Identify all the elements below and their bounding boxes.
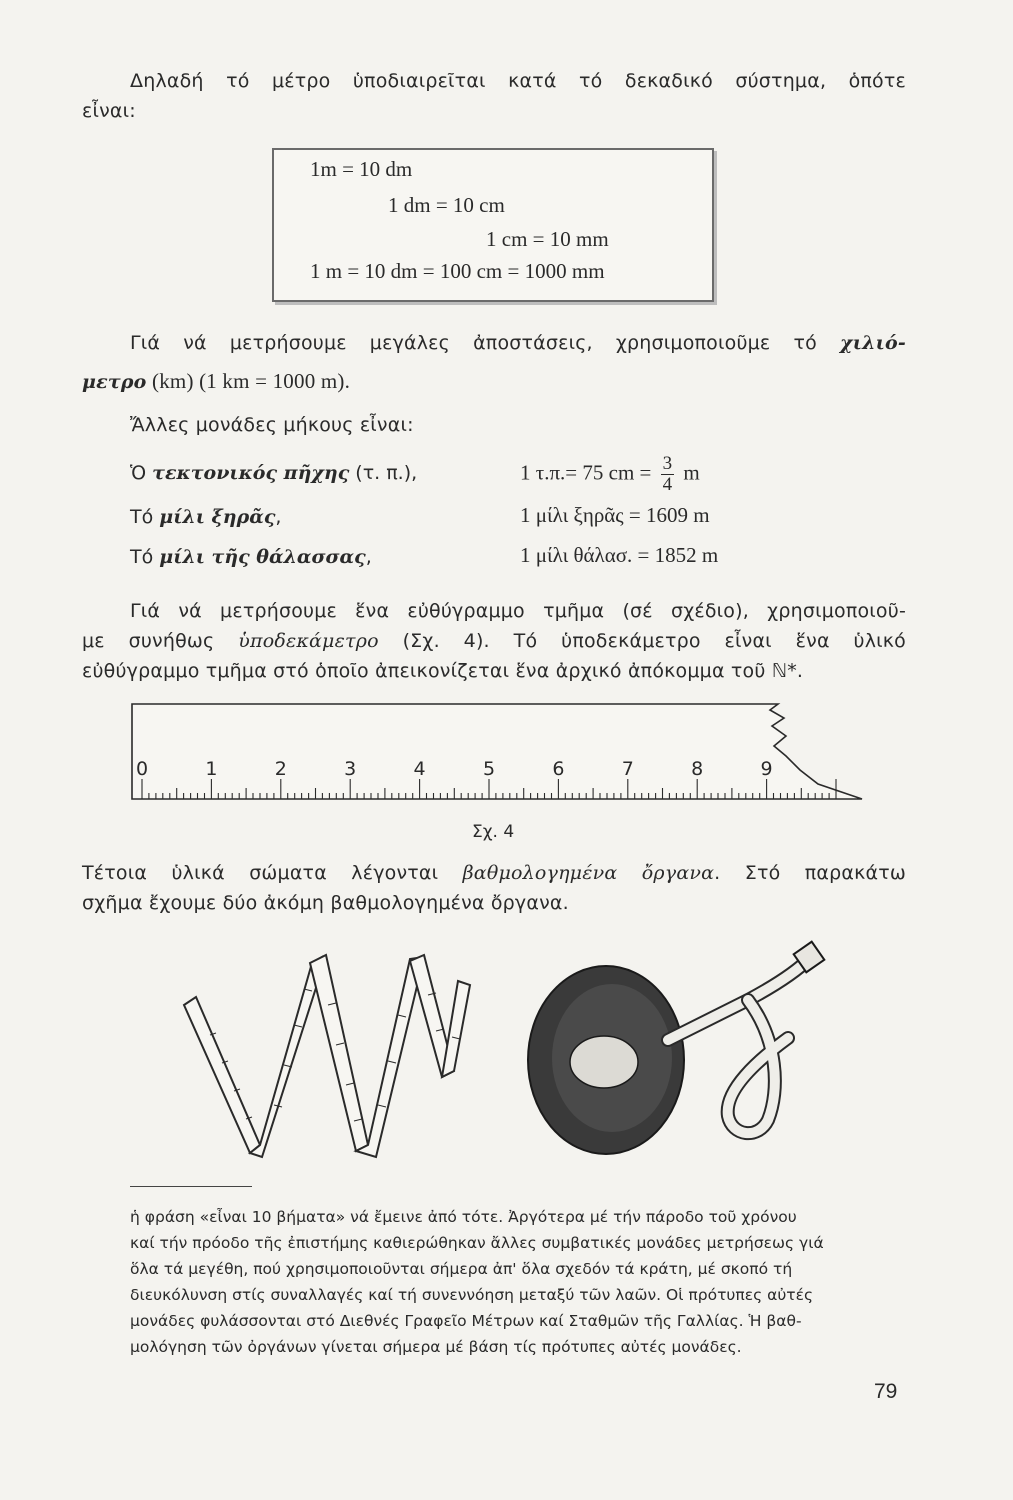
ruler-line-2-b: (Σχ. 4). Τό ὑποδεκάμετρο εἶναι ἕνα ὑλικό [378,630,907,652]
unit-term: μίλι ξηρᾶς [159,506,276,528]
tape-measure-illustration [518,940,858,1160]
ruler-line-3: εὐθύγραμμο τμῆμα στό ὁποῖο ἀπεικονίζεται ἕνα ἀρχικό ἀπόκομμα τοῦ ℕ*. [82,660,804,682]
unit-suffix: , [275,506,282,528]
instruments-line-1-b: . Στό παρακάτω [714,862,906,884]
km-term-part2: μετρο [82,371,147,393]
unit-value: 1 τ.π.= 75 cm = [520,460,657,485]
equation-m-dm: 1m = 10 dm [310,157,413,181]
unit-row-mili-xiras [130,502,281,532]
intro-line-1: Δηλαδή τό μέτρο ὑποδιαιρεῖται κατά τό δεκαδικό σύστημα, ὁπότε [130,70,906,92]
rule-segment [442,981,470,1077]
instruments-term: βαθμολογημένα ὄργανα [462,862,715,884]
tape-strip-inner [668,958,810,1040]
equation-dm-cm: 1 dm = 10 cm [388,193,505,217]
figure-caption: Σχ. 4 [472,822,515,842]
rule-segment [184,997,260,1153]
footnote-rule [130,1186,252,1187]
km-line-1 [130,328,906,358]
ruler-label: 5 [482,758,496,780]
footnote-line: μονάδες φυλάσσονται στό Διεθνές Γραφεῖο Μέτρων καί Σταθμῶν τῆς Γαλλίας. Ἡ βαθ- [130,1312,802,1330]
unit-row-tektonikos [130,458,417,488]
ruler-term: ὑποδεκάμετρο [238,630,379,652]
other-units-heading: Ἄλλες μονάδες μήκους εἶναι: [130,414,414,436]
rule-segment [356,957,424,1157]
rule-segment [250,957,322,1157]
unit-value-tektonikos [520,454,700,495]
unit-value-mili-thalassas: 1 μίλι θάλασ. = 1852 m [520,543,719,567]
ruler-label: 1 [205,758,218,780]
page-number: 79 [874,1380,898,1403]
tape-label-disc [570,1036,638,1088]
ruler-label: 8 [691,758,704,780]
ruler-line-2 [82,626,906,656]
instruments-line-2: σχῆμα ἔχουμε δύο ἀκόμη βαθμολογημένα ὄργανα. [82,892,569,914]
footnote-line: διευκόλυνση στίς συναλλαγές καί τή συνεννόηση μεταξύ τῶν λαῶν. Οἱ πρότυπες αὐτές [130,1286,814,1304]
folding-rule-illustration [170,945,480,1160]
tape-loop-inner [728,1000,788,1133]
km-line-1-text: Γιά νά μετρήσουμε μεγάλες ἀποστάσεις, χρησιμοποιοῦμε τό [130,332,817,354]
km-definition: (km) (1 km = 1000 m). [146,369,351,393]
unit-row-mili-thalassas [130,542,372,572]
metric-equations-box [272,148,714,302]
ruler-label: 9 [760,758,773,780]
footnote-line: ὅλα τά μεγέθη, πού χρησιμοποιοῦνται σήμερα ἀπ' ὅλα σχεδόν τά κράτη, μέ σκοπό τή [130,1260,793,1278]
rule-segment [310,955,368,1151]
fraction-numerator: 3 [662,453,673,474]
unit-prefix: Τό [130,506,160,528]
unit-term: τεκτονικός πῆχης [152,462,350,484]
fraction-denominator: 4 [662,474,673,495]
ruler-label: 7 [621,758,634,780]
ruler-line-2-a: με συνήθως [82,630,239,652]
unit-prefix: Ὁ [130,462,153,484]
ruler-figure [118,696,878,806]
fraction-three-quarters [661,454,675,495]
unit-suffix: , [365,546,372,568]
intro-line-2: εἶναι: [82,100,136,122]
ruler-label: 4 [413,758,426,780]
unit-value-mili-xiras: 1 μίλι ξηρᾶς = 1609 m [520,503,710,527]
footnote-line: ἡ φράση «εἶναι 10 βήματα» νά ἔμεινε ἀπό τότε. Ἀργότερα μέ τήν πάροδο τοῦ χρόνου [130,1208,797,1226]
unit-value-unit: m [678,460,700,485]
footnote-line: καί τήν πρόοδο τῆς ἐπιστήμης καθιερώθηκαν ἄλλες συμβατικές μονάδες μετρήσεως γιά [130,1234,824,1252]
footnote-line: μολόγηση τῶν ὀργάνων γίνεται σήμερα μέ βάση τίς πρότυπες αὐτές μονάδες. [130,1338,742,1356]
equation-cm-mm: 1 cm = 10 mm [486,227,609,251]
unit-term: μίλι τῆς θάλασσας [159,546,366,568]
equation-m-full: 1 m = 10 dm = 100 cm = 1000 mm [310,259,605,283]
ruler-outline [132,704,862,799]
km-term-part1: χιλιό- [840,332,906,354]
instruments-line-1 [82,858,906,888]
ruler-label: 6 [552,758,565,780]
ruler-label: 0 [135,758,149,780]
km-line-2 [82,366,350,397]
unit-suffix: (τ. π.), [349,462,418,484]
unit-prefix: Τό [130,546,160,568]
ruler-label: 3 [344,758,357,780]
instruments-line-1-a: Τέτοια ὑλικά σώματα λέγονται [82,862,463,884]
ruler-label: 2 [274,758,287,780]
ruler-line-1: Γιά νά μετρήσουμε ἕνα εὐθύγραμμο τμῆμα (σέ σχέδιο), χρησιμοποιοῦ- [130,600,906,622]
